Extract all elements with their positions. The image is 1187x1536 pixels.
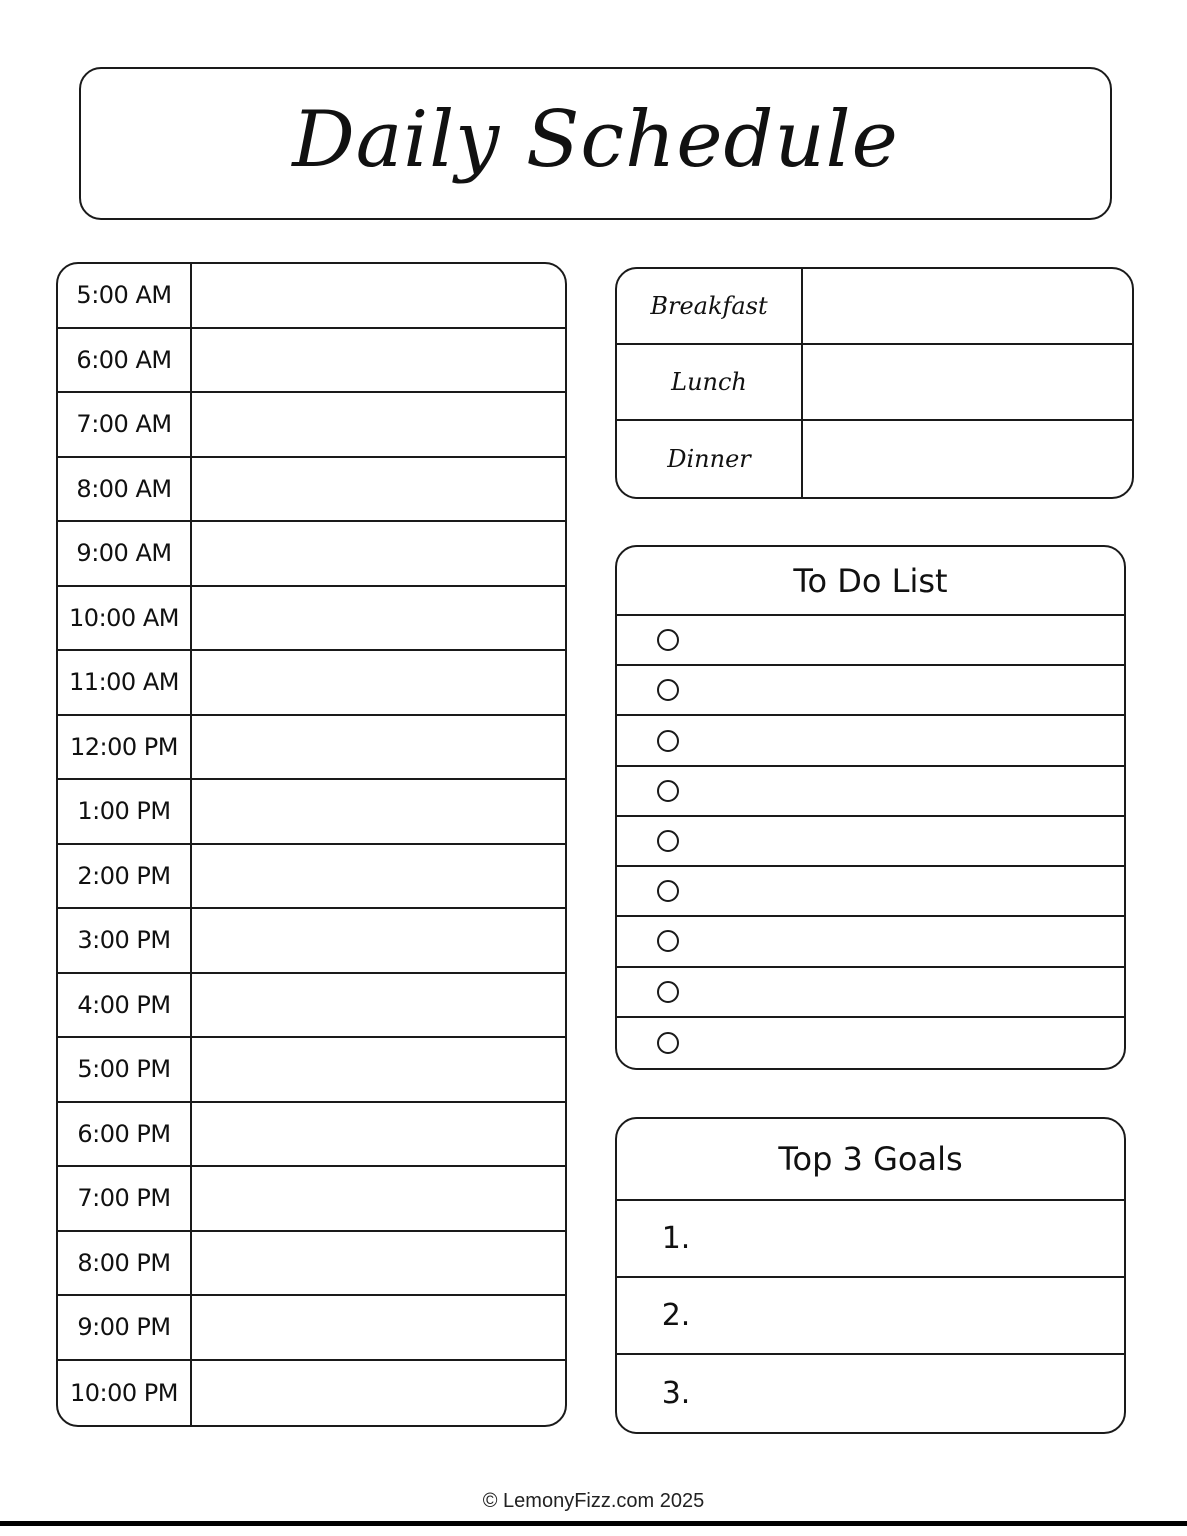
time-label: 7:00 AM xyxy=(58,393,192,456)
schedule-entry-field[interactable] xyxy=(192,1167,565,1230)
time-label: 8:00 PM xyxy=(58,1232,192,1295)
schedule-entry-field[interactable] xyxy=(192,1232,565,1295)
footer-copyright: © LemonyFizz.com 2025 xyxy=(482,1490,705,1512)
todo-item[interactable] xyxy=(617,616,1124,666)
time-label: 10:00 PM xyxy=(58,1361,192,1426)
checkbox-circle-icon[interactable] xyxy=(657,1032,679,1054)
checkbox-circle-icon[interactable] xyxy=(657,981,679,1003)
meal-label: Breakfast xyxy=(617,269,803,343)
schedule-row xyxy=(58,1361,565,1426)
schedule-entry-field[interactable] xyxy=(192,587,565,650)
schedule-row xyxy=(58,393,565,458)
todo-item[interactable] xyxy=(617,716,1124,766)
schedule-entry-field[interactable] xyxy=(192,522,565,585)
schedule-entry-field[interactable] xyxy=(192,393,565,456)
checkbox-circle-icon[interactable] xyxy=(657,679,679,701)
meal-entry-field[interactable] xyxy=(803,269,1132,343)
time-label: 10:00 AM xyxy=(58,587,192,650)
checkbox-circle-icon[interactable] xyxy=(657,780,679,802)
goal-row[interactable] xyxy=(617,1278,1124,1355)
time-label: 5:00 AM xyxy=(58,264,192,327)
meal-entry-field[interactable] xyxy=(803,345,1132,419)
schedule-entry-field[interactable] xyxy=(192,458,565,521)
meal-row xyxy=(617,269,1132,345)
goal-number: 2. xyxy=(661,1298,691,1333)
schedule-row xyxy=(58,974,565,1039)
schedule-row xyxy=(58,1038,565,1103)
goal-row[interactable] xyxy=(617,1355,1124,1432)
page-title: Daily Schedule xyxy=(292,94,899,185)
schedule-row xyxy=(58,458,565,523)
hourly-schedule-table xyxy=(56,262,567,1427)
schedule-entry-field[interactable] xyxy=(192,1361,565,1426)
time-label: 3:00 PM xyxy=(58,909,192,972)
goal-row[interactable] xyxy=(617,1201,1124,1278)
meals-table xyxy=(615,267,1134,499)
schedule-row xyxy=(58,522,565,587)
time-label: 2:00 PM xyxy=(58,845,192,908)
goal-number: 3. xyxy=(661,1376,691,1411)
checkbox-circle-icon[interactable] xyxy=(657,930,679,952)
meal-label: Dinner xyxy=(617,421,803,497)
top-goals xyxy=(615,1117,1126,1434)
schedule-row xyxy=(58,909,565,974)
checkbox-circle-icon[interactable] xyxy=(657,629,679,651)
meal-row xyxy=(617,345,1132,421)
schedule-row xyxy=(58,587,565,652)
time-label: 8:00 AM xyxy=(58,458,192,521)
goal-entry-field[interactable] xyxy=(707,1201,1124,1276)
time-label: 9:00 PM xyxy=(58,1296,192,1359)
time-label: 6:00 AM xyxy=(58,329,192,392)
todo-item[interactable] xyxy=(617,867,1124,917)
todo-item[interactable] xyxy=(617,917,1124,967)
checkbox-circle-icon[interactable] xyxy=(657,730,679,752)
schedule-row xyxy=(58,1296,565,1361)
schedule-row xyxy=(58,1232,565,1297)
schedule-row xyxy=(58,329,565,394)
schedule-entry-field[interactable] xyxy=(192,1038,565,1101)
meal-label: Lunch xyxy=(617,345,803,419)
schedule-entry-field[interactable] xyxy=(192,329,565,392)
title-banner xyxy=(79,67,1112,220)
schedule-entry-field[interactable] xyxy=(192,651,565,714)
schedule-row xyxy=(58,264,565,329)
todo-item[interactable] xyxy=(617,1018,1124,1068)
schedule-row xyxy=(58,845,565,910)
schedule-row xyxy=(58,716,565,781)
schedule-row xyxy=(58,1167,565,1232)
goal-number: 1. xyxy=(661,1221,691,1256)
goals-title: Top 3 Goals xyxy=(617,1119,1124,1201)
schedule-entry-field[interactable] xyxy=(192,264,565,327)
goal-entry-field[interactable] xyxy=(707,1278,1124,1353)
time-label: 4:00 PM xyxy=(58,974,192,1037)
schedule-entry-field[interactable] xyxy=(192,716,565,779)
time-label: 6:00 PM xyxy=(58,1103,192,1166)
footer-divider xyxy=(0,1521,1187,1526)
time-label: 9:00 AM xyxy=(58,522,192,585)
todo-item[interactable] xyxy=(617,666,1124,716)
schedule-entry-field[interactable] xyxy=(192,909,565,972)
time-label: 12:00 PM xyxy=(58,716,192,779)
todo-item[interactable] xyxy=(617,767,1124,817)
schedule-entry-field[interactable] xyxy=(192,845,565,908)
todo-item[interactable] xyxy=(617,968,1124,1018)
schedule-entry-field[interactable] xyxy=(192,1296,565,1359)
time-label: 1:00 PM xyxy=(58,780,192,843)
goal-entry-field[interactable] xyxy=(707,1355,1124,1432)
time-label: 7:00 PM xyxy=(58,1167,192,1230)
time-label: 11:00 AM xyxy=(58,651,192,714)
checkbox-circle-icon[interactable] xyxy=(657,830,679,852)
schedule-entry-field[interactable] xyxy=(192,780,565,843)
schedule-entry-field[interactable] xyxy=(192,1103,565,1166)
meal-entry-field[interactable] xyxy=(803,421,1132,497)
schedule-row xyxy=(58,780,565,845)
todo-item[interactable] xyxy=(617,817,1124,867)
todo-title: To Do List xyxy=(617,547,1124,616)
todo-list xyxy=(615,545,1126,1070)
schedule-row xyxy=(58,1103,565,1168)
meal-row xyxy=(617,421,1132,497)
schedule-entry-field[interactable] xyxy=(192,974,565,1037)
schedule-row xyxy=(58,651,565,716)
time-label: 5:00 PM xyxy=(58,1038,192,1101)
checkbox-circle-icon[interactable] xyxy=(657,880,679,902)
